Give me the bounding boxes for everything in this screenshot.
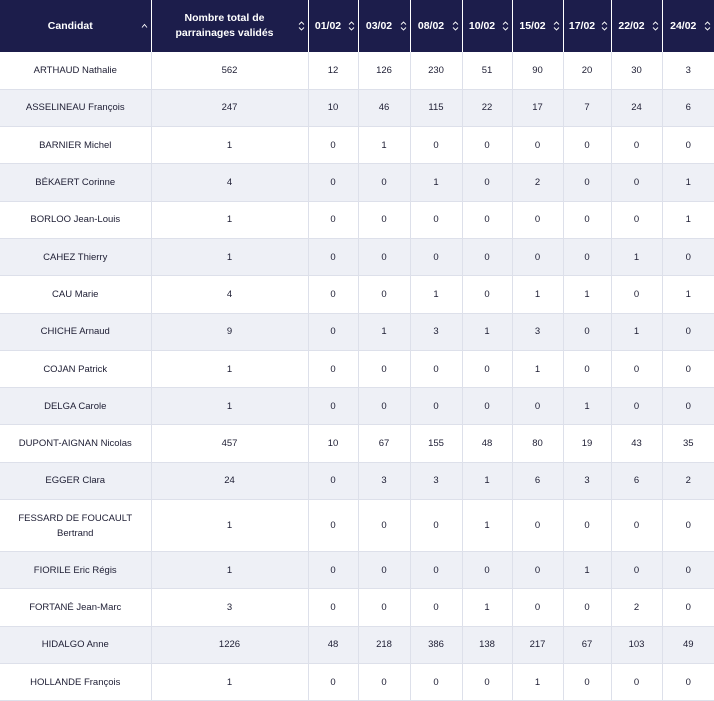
daily-sponsorships-cell: 0 xyxy=(611,350,662,387)
daily-sponsorships-cell: 1 xyxy=(462,462,512,499)
candidate-name-cell: CAU Marie xyxy=(0,276,151,313)
daily-sponsorships-cell: 0 xyxy=(662,552,714,589)
daily-sponsorships-cell: 0 xyxy=(662,500,714,552)
daily-sponsorships-cell: 0 xyxy=(358,350,410,387)
column-header-date[interactable] xyxy=(611,0,662,52)
daily-sponsorships-cell: 0 xyxy=(462,238,512,275)
candidate-name-cell: HIDALGO Anne xyxy=(0,626,151,663)
column-header-label: 01/02 xyxy=(314,19,342,32)
total-sponsorships-cell: 1 xyxy=(151,663,308,700)
total-sponsorships-cell: 562 xyxy=(151,52,308,89)
sort-up-down-icon xyxy=(704,21,711,32)
daily-sponsorships-cell: 1 xyxy=(462,589,512,626)
total-sponsorships-cell: 9 xyxy=(151,313,308,350)
column-header-date[interactable] xyxy=(462,0,512,52)
table-header-row xyxy=(0,0,714,52)
daily-sponsorships-cell: 0 xyxy=(563,350,611,387)
daily-sponsorships-cell: 0 xyxy=(662,388,714,425)
table-row xyxy=(0,313,714,350)
daily-sponsorships-cell: 0 xyxy=(462,663,512,700)
daily-sponsorships-cell: 0 xyxy=(462,201,512,238)
daily-sponsorships-cell: 43 xyxy=(611,425,662,462)
daily-sponsorships-cell: 230 xyxy=(410,52,462,89)
column-header-label: Nombre total de parrainages validés xyxy=(175,12,274,39)
column-header-label: 24/02 xyxy=(670,19,697,32)
candidate-name-cell: ASSELINEAU François xyxy=(0,89,151,126)
daily-sponsorships-cell: 49 xyxy=(662,626,714,663)
candidate-name-cell: FIORILE Eric Régis xyxy=(0,552,151,589)
table-row xyxy=(0,89,714,126)
daily-sponsorships-cell: 1 xyxy=(410,276,462,313)
daily-sponsorships-cell: 0 xyxy=(358,552,410,589)
column-header-label: Candidat xyxy=(47,19,93,32)
daily-sponsorships-cell: 0 xyxy=(410,552,462,589)
daily-sponsorships-cell: 3 xyxy=(662,52,714,89)
daily-sponsorships-cell: 0 xyxy=(358,388,410,425)
daily-sponsorships-cell: 0 xyxy=(410,127,462,164)
column-header-date[interactable] xyxy=(512,0,563,52)
daily-sponsorships-cell: 2 xyxy=(662,462,714,499)
sort-up-icon xyxy=(141,21,148,32)
daily-sponsorships-cell: 0 xyxy=(611,127,662,164)
daily-sponsorships-cell: 0 xyxy=(308,663,358,700)
daily-sponsorships-cell: 138 xyxy=(462,626,512,663)
daily-sponsorships-cell: 0 xyxy=(410,589,462,626)
daily-sponsorships-cell: 0 xyxy=(308,313,358,350)
daily-sponsorships-cell: 46 xyxy=(358,89,410,126)
daily-sponsorships-cell: 115 xyxy=(410,89,462,126)
daily-sponsorships-cell: 0 xyxy=(563,127,611,164)
daily-sponsorships-cell: 0 xyxy=(410,201,462,238)
daily-sponsorships-cell: 0 xyxy=(308,164,358,201)
sort-up-down-icon xyxy=(652,21,659,32)
sort-up-down-icon xyxy=(400,21,407,32)
daily-sponsorships-cell: 0 xyxy=(611,500,662,552)
daily-sponsorships-cell: 0 xyxy=(611,552,662,589)
candidate-name-cell: ARTHAUD Nathalie xyxy=(0,52,151,89)
daily-sponsorships-cell: 80 xyxy=(512,425,563,462)
daily-sponsorships-cell: 1 xyxy=(462,313,512,350)
daily-sponsorships-cell: 1 xyxy=(662,276,714,313)
column-header-date[interactable] xyxy=(563,0,611,52)
sort-up-down-icon xyxy=(452,21,459,32)
sort-up-down-icon xyxy=(553,21,560,32)
column-header-label: 17/02 xyxy=(568,19,596,32)
total-sponsorships-cell: 1 xyxy=(151,201,308,238)
daily-sponsorships-cell: 35 xyxy=(662,425,714,462)
column-header-date[interactable] xyxy=(662,0,714,52)
daily-sponsorships-cell: 0 xyxy=(358,589,410,626)
daily-sponsorships-cell: 0 xyxy=(358,238,410,275)
daily-sponsorships-cell: 0 xyxy=(611,201,662,238)
daily-sponsorships-cell: 1 xyxy=(611,238,662,275)
daily-sponsorships-cell: 0 xyxy=(308,201,358,238)
column-header-candidat[interactable] xyxy=(0,0,151,52)
total-sponsorships-cell: 247 xyxy=(151,89,308,126)
daily-sponsorships-cell: 1 xyxy=(563,388,611,425)
daily-sponsorships-cell: 3 xyxy=(512,313,563,350)
daily-sponsorships-cell: 0 xyxy=(308,238,358,275)
daily-sponsorships-cell: 0 xyxy=(512,589,563,626)
daily-sponsorships-cell: 0 xyxy=(563,589,611,626)
daily-sponsorships-cell: 1 xyxy=(358,127,410,164)
sort-up-down-icon xyxy=(601,21,608,32)
daily-sponsorships-cell: 0 xyxy=(611,388,662,425)
daily-sponsorships-cell: 0 xyxy=(462,127,512,164)
daily-sponsorships-cell: 0 xyxy=(611,164,662,201)
daily-sponsorships-cell: 0 xyxy=(358,500,410,552)
daily-sponsorships-cell: 0 xyxy=(563,238,611,275)
daily-sponsorships-cell: 0 xyxy=(308,388,358,425)
daily-sponsorships-cell: 0 xyxy=(410,350,462,387)
candidate-name-cell: DUPONT-AIGNAN Nicolas xyxy=(0,425,151,462)
daily-sponsorships-cell: 0 xyxy=(308,500,358,552)
candidate-name-cell: BARNIER Michel xyxy=(0,127,151,164)
total-sponsorships-cell: 3 xyxy=(151,589,308,626)
candidate-name-cell: FORTANÉ Jean-Marc xyxy=(0,589,151,626)
daily-sponsorships-cell: 0 xyxy=(358,663,410,700)
column-header-date[interactable] xyxy=(410,0,462,52)
total-sponsorships-cell: 1226 xyxy=(151,626,308,663)
daily-sponsorships-cell: 0 xyxy=(512,127,563,164)
table-row xyxy=(0,388,714,425)
daily-sponsorships-cell: 386 xyxy=(410,626,462,663)
column-header-label: 03/02 xyxy=(365,19,393,32)
total-sponsorships-cell: 4 xyxy=(151,164,308,201)
daily-sponsorships-cell: 3 xyxy=(358,462,410,499)
daily-sponsorships-cell: 0 xyxy=(611,663,662,700)
candidate-name-cell: BORLOO Jean-Louis xyxy=(0,201,151,238)
daily-sponsorships-cell: 1 xyxy=(662,164,714,201)
daily-sponsorships-cell: 22 xyxy=(462,89,512,126)
daily-sponsorships-cell: 0 xyxy=(358,276,410,313)
sort-up-down-icon xyxy=(298,21,305,32)
daily-sponsorships-cell: 3 xyxy=(563,462,611,499)
daily-sponsorships-cell: 0 xyxy=(512,238,563,275)
table-row xyxy=(0,52,714,89)
column-header-label: 15/02 xyxy=(519,19,546,32)
daily-sponsorships-cell: 1 xyxy=(512,276,563,313)
total-sponsorships-cell: 1 xyxy=(151,500,308,552)
total-sponsorships-cell: 1 xyxy=(151,350,308,387)
daily-sponsorships-cell: 0 xyxy=(662,313,714,350)
total-sponsorships-cell: 4 xyxy=(151,276,308,313)
daily-sponsorships-cell: 0 xyxy=(512,552,563,589)
daily-sponsorships-cell: 24 xyxy=(611,89,662,126)
daily-sponsorships-cell: 19 xyxy=(563,425,611,462)
candidate-name-cell: FESSARD DE FOUCAULT Bertrand xyxy=(0,500,151,552)
daily-sponsorships-cell: 10 xyxy=(308,89,358,126)
table-row xyxy=(0,238,714,275)
daily-sponsorships-cell: 6 xyxy=(611,462,662,499)
daily-sponsorships-cell: 6 xyxy=(512,462,563,499)
daily-sponsorships-cell: 126 xyxy=(358,52,410,89)
daily-sponsorships-cell: 51 xyxy=(462,52,512,89)
daily-sponsorships-cell: 0 xyxy=(662,350,714,387)
daily-sponsorships-cell: 0 xyxy=(512,201,563,238)
candidate-name-cell: BÉKAERT Corinne xyxy=(0,164,151,201)
daily-sponsorships-cell: 1 xyxy=(358,313,410,350)
daily-sponsorships-cell: 0 xyxy=(662,663,714,700)
table-row xyxy=(0,127,714,164)
daily-sponsorships-cell: 0 xyxy=(563,164,611,201)
column-header-date[interactable] xyxy=(308,0,358,52)
daily-sponsorships-cell: 1 xyxy=(662,201,714,238)
daily-sponsorships-cell: 218 xyxy=(358,626,410,663)
daily-sponsorships-cell: 0 xyxy=(410,238,462,275)
daily-sponsorships-cell: 0 xyxy=(462,276,512,313)
candidate-name-cell: DELGA Carole xyxy=(0,388,151,425)
daily-sponsorships-cell: 0 xyxy=(512,388,563,425)
daily-sponsorships-cell: 0 xyxy=(410,663,462,700)
daily-sponsorships-cell: 155 xyxy=(410,425,462,462)
daily-sponsorships-cell: 0 xyxy=(410,388,462,425)
daily-sponsorships-cell: 0 xyxy=(462,164,512,201)
candidate-name-cell: EGGER Clara xyxy=(0,462,151,499)
daily-sponsorships-cell: 3 xyxy=(410,462,462,499)
daily-sponsorships-cell: 0 xyxy=(462,388,512,425)
table-row xyxy=(0,663,714,700)
daily-sponsorships-cell: 0 xyxy=(308,127,358,164)
daily-sponsorships-cell: 17 xyxy=(512,89,563,126)
daily-sponsorships-cell: 0 xyxy=(662,589,714,626)
daily-sponsorships-cell: 1 xyxy=(410,164,462,201)
daily-sponsorships-cell: 1 xyxy=(512,663,563,700)
total-sponsorships-cell: 24 xyxy=(151,462,308,499)
daily-sponsorships-cell: 0 xyxy=(308,350,358,387)
candidate-name-cell: CAHEZ Thierry xyxy=(0,238,151,275)
daily-sponsorships-cell: 7 xyxy=(563,89,611,126)
daily-sponsorships-cell: 0 xyxy=(308,552,358,589)
daily-sponsorships-cell: 103 xyxy=(611,626,662,663)
daily-sponsorships-cell: 67 xyxy=(563,626,611,663)
daily-sponsorships-cell: 3 xyxy=(410,313,462,350)
table-row xyxy=(0,350,714,387)
table-row xyxy=(0,589,714,626)
daily-sponsorships-cell: 67 xyxy=(358,425,410,462)
daily-sponsorships-cell: 0 xyxy=(358,201,410,238)
daily-sponsorships-cell: 30 xyxy=(611,52,662,89)
candidate-name-cell: CHICHE Arnaud xyxy=(0,313,151,350)
table-row xyxy=(0,500,714,552)
table-row xyxy=(0,626,714,663)
daily-sponsorships-cell: 1 xyxy=(512,350,563,387)
daily-sponsorships-cell: 0 xyxy=(563,500,611,552)
daily-sponsorships-cell: 1 xyxy=(462,500,512,552)
daily-sponsorships-cell: 0 xyxy=(410,500,462,552)
column-header-label: 08/02 xyxy=(417,19,445,32)
table-body xyxy=(0,52,714,701)
total-sponsorships-cell: 1 xyxy=(151,388,308,425)
table-row xyxy=(0,462,714,499)
daily-sponsorships-cell: 0 xyxy=(563,663,611,700)
daily-sponsorships-cell: 0 xyxy=(563,313,611,350)
daily-sponsorships-cell: 2 xyxy=(512,164,563,201)
daily-sponsorships-cell: 0 xyxy=(358,164,410,201)
daily-sponsorships-cell: 12 xyxy=(308,52,358,89)
daily-sponsorships-cell: 0 xyxy=(462,552,512,589)
daily-sponsorships-cell: 0 xyxy=(308,589,358,626)
daily-sponsorships-cell: 1 xyxy=(611,313,662,350)
daily-sponsorships-cell: 0 xyxy=(611,276,662,313)
column-header-label: 22/02 xyxy=(618,19,645,32)
daily-sponsorships-cell: 20 xyxy=(563,52,611,89)
table-row xyxy=(0,164,714,201)
daily-sponsorships-cell: 2 xyxy=(611,589,662,626)
table-row xyxy=(0,552,714,589)
daily-sponsorships-cell: 0 xyxy=(662,127,714,164)
column-header-date[interactable] xyxy=(358,0,410,52)
daily-sponsorships-cell: 90 xyxy=(512,52,563,89)
daily-sponsorships-cell: 217 xyxy=(512,626,563,663)
candidate-name-cell: HOLLANDE François xyxy=(0,663,151,700)
daily-sponsorships-cell: 1 xyxy=(563,276,611,313)
daily-sponsorships-cell: 0 xyxy=(308,462,358,499)
daily-sponsorships-cell: 0 xyxy=(308,276,358,313)
column-header-total[interactable] xyxy=(151,0,308,52)
daily-sponsorships-cell: 6 xyxy=(662,89,714,126)
daily-sponsorships-cell: 10 xyxy=(308,425,358,462)
daily-sponsorships-cell: 48 xyxy=(308,626,358,663)
daily-sponsorships-cell: 1 xyxy=(563,552,611,589)
column-header-label: 10/02 xyxy=(468,19,496,32)
sort-up-down-icon xyxy=(502,21,509,32)
table-row xyxy=(0,201,714,238)
daily-sponsorships-cell: 0 xyxy=(512,500,563,552)
candidate-name-cell: COJAN Patrick xyxy=(0,350,151,387)
daily-sponsorships-cell: 0 xyxy=(462,350,512,387)
total-sponsorships-cell: 457 xyxy=(151,425,308,462)
daily-sponsorships-cell: 0 xyxy=(662,238,714,275)
total-sponsorships-cell: 1 xyxy=(151,127,308,164)
table-row xyxy=(0,425,714,462)
table-row xyxy=(0,276,714,313)
total-sponsorships-cell: 1 xyxy=(151,552,308,589)
total-sponsorships-cell: 1 xyxy=(151,238,308,275)
sort-up-down-icon xyxy=(348,21,355,32)
daily-sponsorships-cell: 0 xyxy=(563,201,611,238)
daily-sponsorships-cell: 48 xyxy=(462,425,512,462)
